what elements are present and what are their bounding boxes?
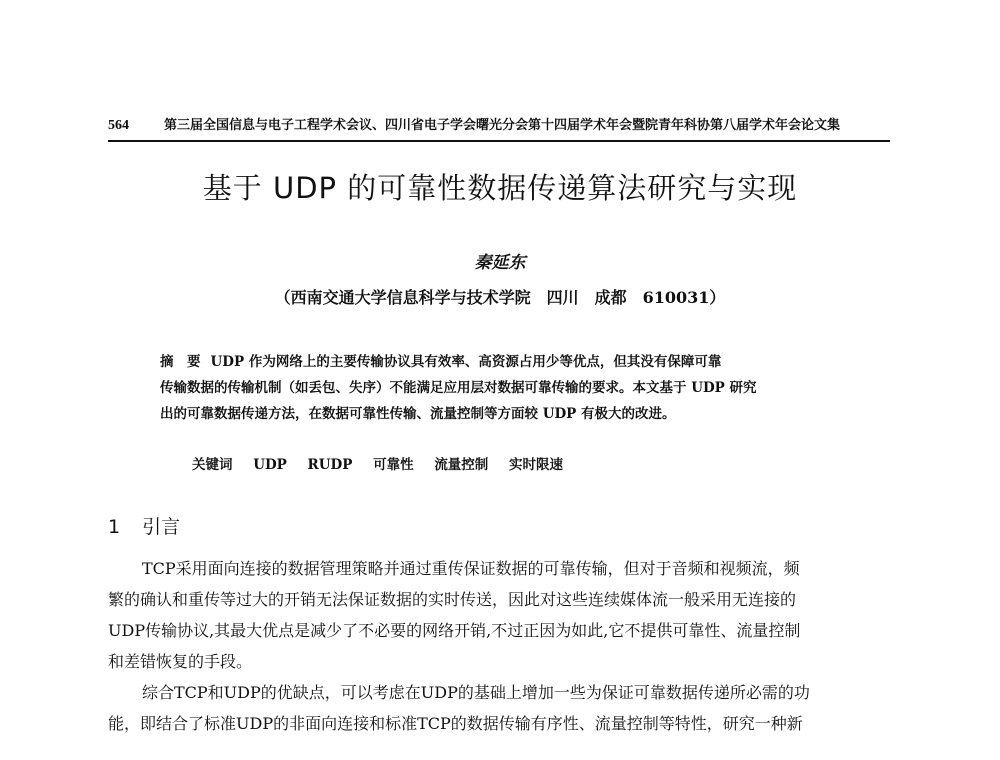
running-title: 第三届全国信息与电子工程学术会议、四川省电子学会曙光分会第十四届学术年会暨院青年科协第八届学术年会论文集 xyxy=(164,118,841,133)
keywords-label: 关键词 xyxy=(192,457,233,473)
author-affiliation: （西南交通大学信息科学与技术学院 四川 成都 610031） xyxy=(274,288,726,307)
keywords xyxy=(192,453,852,473)
body-line: 综合TCP和UDP的优缺点，可以考虑在UDP的基础上增加一些为保证可靠数据传递所必需的功 xyxy=(142,683,810,702)
body-line: 能，即结合了标准UDP的非面向连接和标准TCP的数据传输有序性、流量控制等特性，研究一种新 xyxy=(108,714,803,733)
section-heading xyxy=(108,512,180,539)
body-line: 繁的确认和重传等过大的开销无法保证数据的实时传送，因此对这些连续媒体流一般采用无连接的 xyxy=(108,590,797,609)
abstract-line-text: UDP 作为网络上的主要传输协议具有效率、高资源占用少等优点，但其没有保障可靠 xyxy=(210,354,722,370)
header-rule xyxy=(108,140,890,142)
page-number: 564 xyxy=(108,118,129,133)
abstract-label: 摘 要 xyxy=(160,354,201,370)
running-header xyxy=(108,114,890,136)
section-body xyxy=(108,553,890,739)
keyword: UDP xyxy=(253,457,287,473)
paper-title: 基于 UDP 的可靠性数据传递算法研究与实现 xyxy=(202,171,798,205)
body-line: TCP采用面向连接的数据管理策略并通过重传保证数据的可靠传输，但对于音频和视频流，频 xyxy=(142,559,800,578)
keyword: 流量控制 xyxy=(434,457,489,473)
keyword: 可靠性 xyxy=(373,457,414,473)
section-number: 1 xyxy=(108,516,121,538)
abstract xyxy=(160,349,850,427)
abstract-line: 传输数据的传输机制（如丢包、失序）不能满足应用层对数据可靠传输的要求。本文基于 UDP 研究 xyxy=(160,380,757,396)
abstract-line xyxy=(160,349,850,375)
section-title: 引言 xyxy=(142,516,181,538)
abstract-line: 出的可靠数据传递方法，在数据可靠性传输、流量控制等方面较 UDP 有极大的改进。 xyxy=(160,406,676,422)
keyword: 实时限速 xyxy=(509,457,564,473)
body-line: 和差错恢复的手段。 xyxy=(108,652,253,671)
author-name: 秦延东 xyxy=(474,253,526,273)
body-line: UDP传输协议,其最大优点是减少了不必要的网络开销,不过正因为如此,它不提供可靠性、流量控制 xyxy=(108,621,801,640)
keyword: RUDP xyxy=(307,457,353,473)
